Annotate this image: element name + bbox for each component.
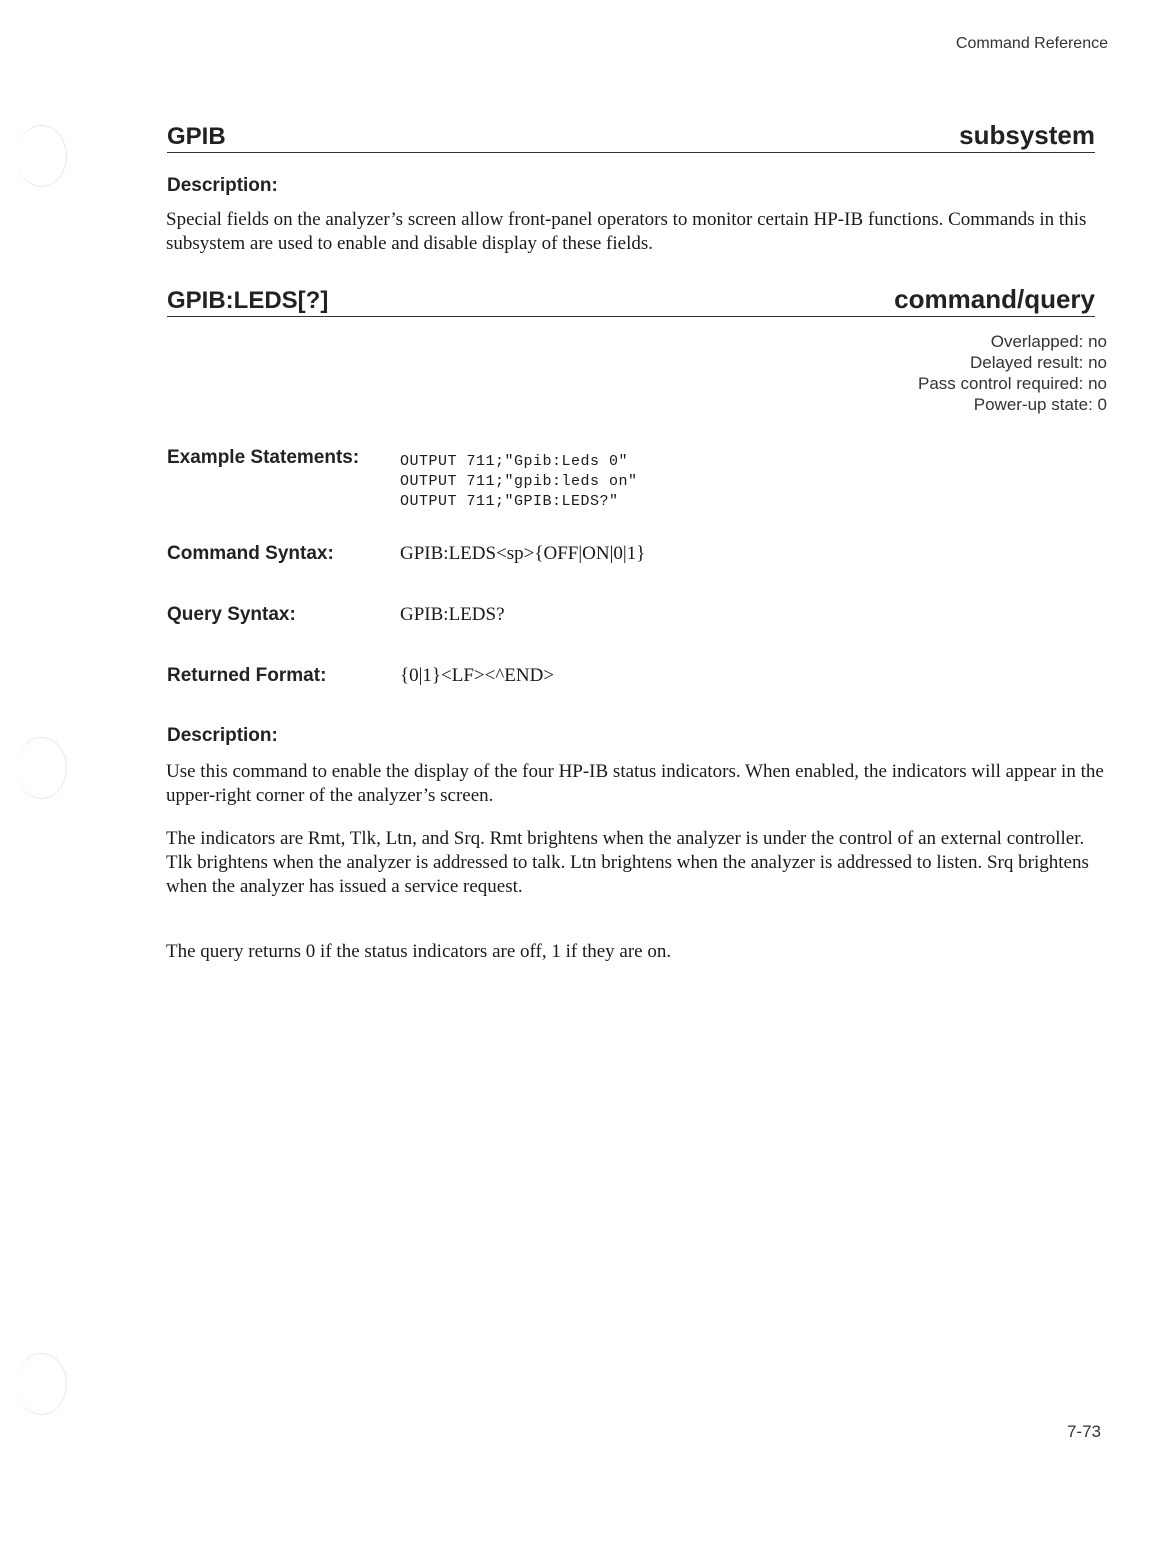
punch-hole-mark [16,737,67,799]
example-statement-line: OUTPUT 711;"GPIB:LEDS?" [400,493,619,510]
command-description-paragraph: The indicators are Rmt, Tlk, Ltn, and Srq. Rmt brightens when the analyzer is under the control of an external controller. Tlk brightens when the analyzer is addressed to talk. Ltn brightens when the analyzer is addressed to listen. Srq brightens when the analyzer has issued a service request. [166,828,1089,897]
property-delayed-result: Delayed result: no [969,353,1107,372]
example-statements [400,452,638,512]
running-head: Command Reference [955,35,1108,52]
command-syntax-label: Command Syntax: [167,543,334,564]
property-pass-control: Pass control required: no [918,374,1107,393]
command-header [167,284,1095,317]
command-description-heading: Description: [167,725,278,746]
subsystem-type: subsystem [959,120,1095,150]
command-description-paragraph: The query returns 0 if the status indicators are off, 1 if they are on. [166,941,672,962]
punch-hole-mark [16,125,67,187]
subsystem-header [167,120,1095,153]
command-name: GPIB:LEDS[?] [167,287,329,314]
returned-format-label: Returned Format: [167,665,327,686]
subsystem-description-heading: Description: [167,175,278,196]
page-number: 7-73 [1066,1422,1101,1441]
property-power-up-state: Power-up state: 0 [973,395,1107,414]
example-statements-label: Example Statements: [167,447,360,468]
command-description-paragraph: Use this command to enable the display of the four HP-IB status indicators. When enabled, the indicators will appear in the upper-right corner of the analyzer’s screen. [166,761,1104,806]
punch-hole-mark [16,1353,67,1415]
returned-format-value: {0|1}<LF><^END> [400,665,555,686]
example-statement-line: OUTPUT 711;"Gpib:Leds 0" [400,453,629,470]
subsystem-name: GPIB [167,123,226,150]
command-properties [918,331,1107,415]
example-statement-line: OUTPUT 711;"gpib:leds on" [400,473,638,490]
query-syntax-value: GPIB:LEDS? [400,604,505,625]
subsystem-description-text: Special fields on the analyzer’s screen allow front-panel operators to monitor certain HP-IB functions. Commands in this subsystem are used to enable and disable display of these fields. [166,209,1087,254]
property-overlapped: Overlapped: no [990,332,1107,351]
command-type: command/query [894,284,1095,314]
query-syntax-label: Query Syntax: [167,604,296,625]
command-syntax-value: GPIB:LEDS<sp>{OFF|ON|0|1} [400,543,646,564]
